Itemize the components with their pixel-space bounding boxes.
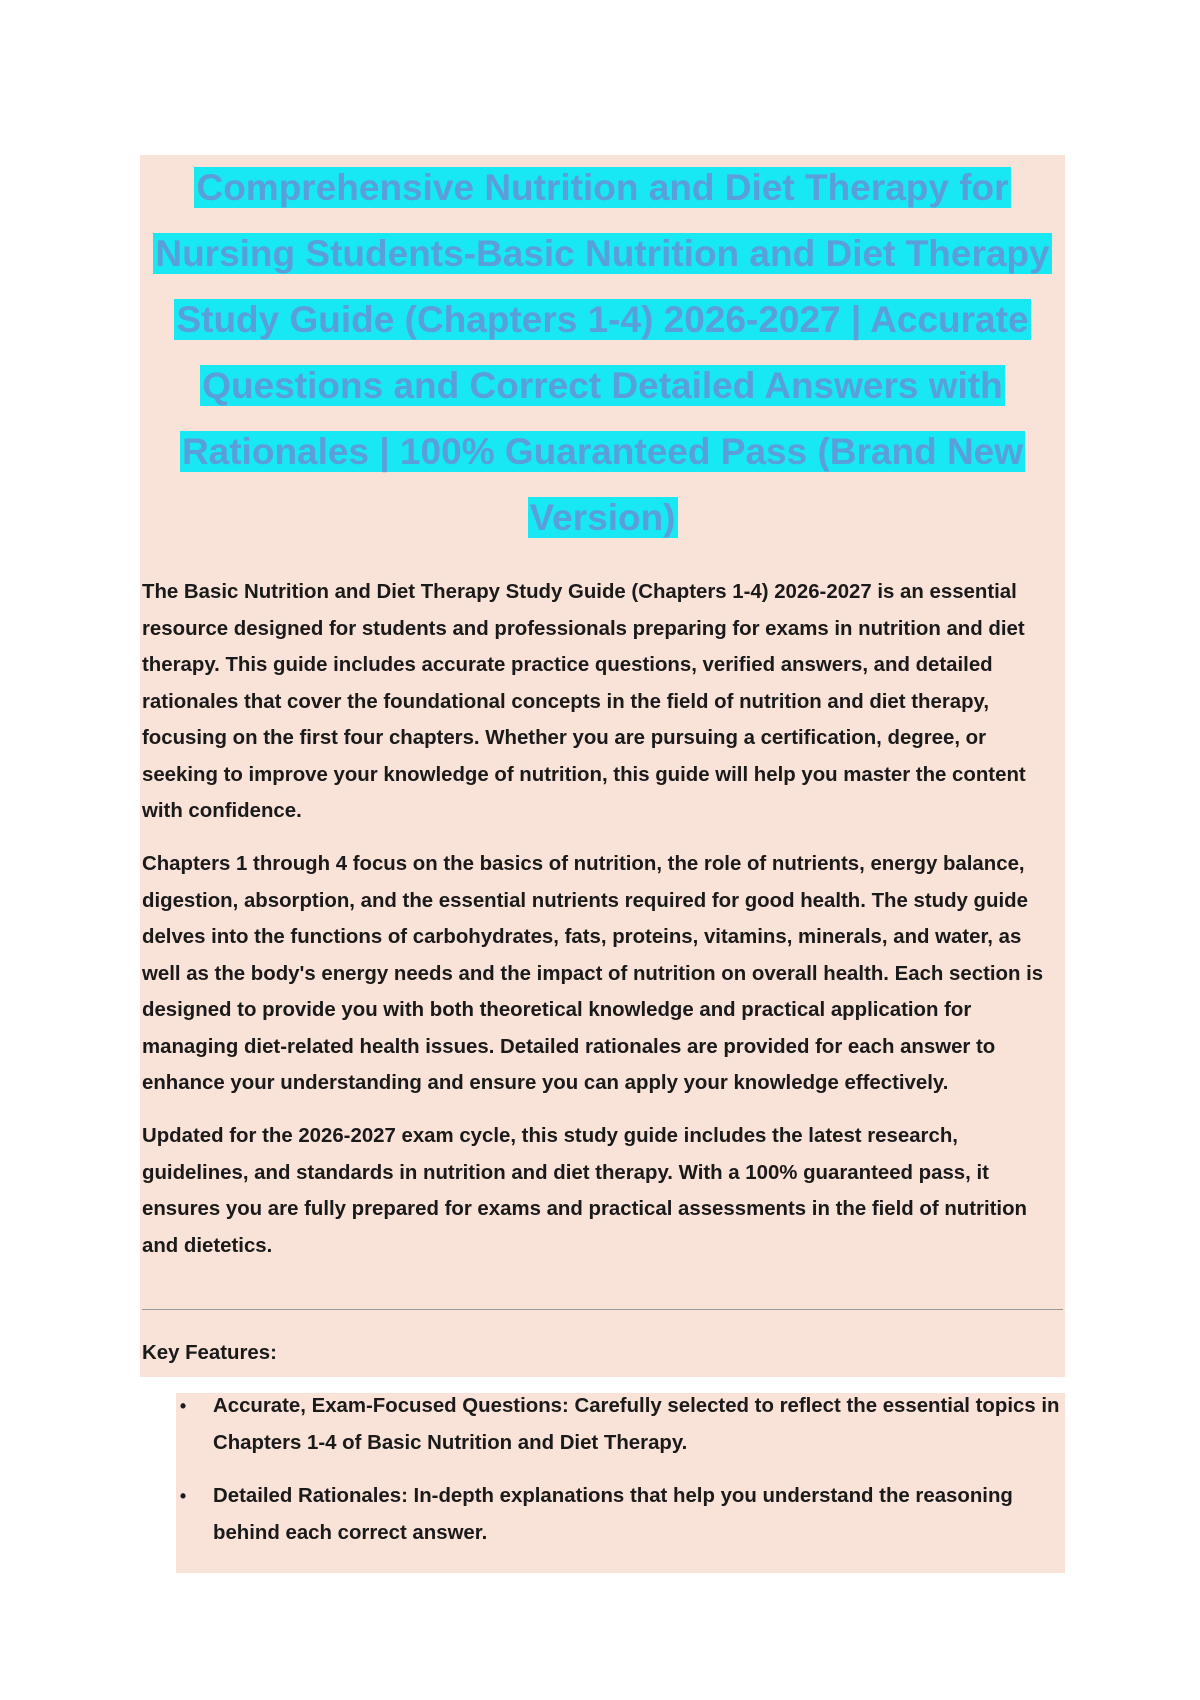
title-line: Comprehensive Nutrition and Diet Therapy for	[196, 167, 1009, 208]
intro-paragraph: The Basic Nutrition and Diet Therapy Study Guide (Chapters 1-4) 2026-2027 is an essential resource designed for students and professionals preparing for exams in nutrition and diet therapy. This guide includes accurate practice questions, verified answers, and detailed rationales that cover the foundational concepts in the field of nutrition and diet therapy, focusing on the first four chapters. Whether you are pursuing a certification, degree, or seeking to improve your knowledge of nutrition, this guide will help you master the content with confidence.	[142, 581, 1026, 822]
key-features-list	[176, 1388, 1061, 1568]
title-line: Questions and Correct Detailed Answers with	[202, 365, 1003, 406]
list-item	[176, 1388, 1061, 1461]
bullet-icon: •	[179, 1486, 187, 1506]
list-item	[176, 1478, 1061, 1551]
section-divider	[142, 1309, 1063, 1310]
bullet-icon: •	[179, 1396, 187, 1416]
key-features-heading: Key Features:	[142, 1342, 277, 1364]
title-line: Rationales | 100% Guaranteed Pass (Brand New	[181, 431, 1024, 472]
update-paragraph: Updated for the 2026-2027 exam cycle, this study guide includes the latest research, guidelines, and standards in nutrition and diet therapy. With a 100% guaranteed pass, it ensures you are fully prepared for exams and practical assessments in the field of nutrition and dietetics.	[142, 1125, 1027, 1257]
title-line: Nursing Students-Basic Nutrition and Diet Therapy	[155, 233, 1050, 274]
chapters-paragraph: Chapters 1 through 4 focus on the basics of nutrition, the role of nutrients, energy balance, digestion, absorption, and the essential nutrients required for good health. The study guide delves into the functions of carbohydrates, fats, proteins, vitamins, minerals, and water, as well as the body's energy needs and the impact of nutrition on overall health. Each section is designed to provide you with both theoretical knowledge and practical application for managing diet-related health issues. Detailed rationales are provided for each answer to enhance your understanding and ensure you can apply your knowledge effectively.	[142, 853, 1044, 1094]
title-line: Version)	[529, 497, 676, 538]
feature-text: Detailed Rationales: In-depth explanations that help you understand the reasoning behind each correct answer.	[213, 1485, 1013, 1544]
document-title	[140, 155, 1065, 551]
feature-text: Accurate, Exam-Focused Questions: Carefully selected to reflect the essential topics in Chapters 1-4 of Basic Nutrition and Diet Therapy.	[213, 1395, 1060, 1454]
title-line: Study Guide (Chapters 1-4) 2026-2027 | Accurate	[176, 299, 1029, 340]
